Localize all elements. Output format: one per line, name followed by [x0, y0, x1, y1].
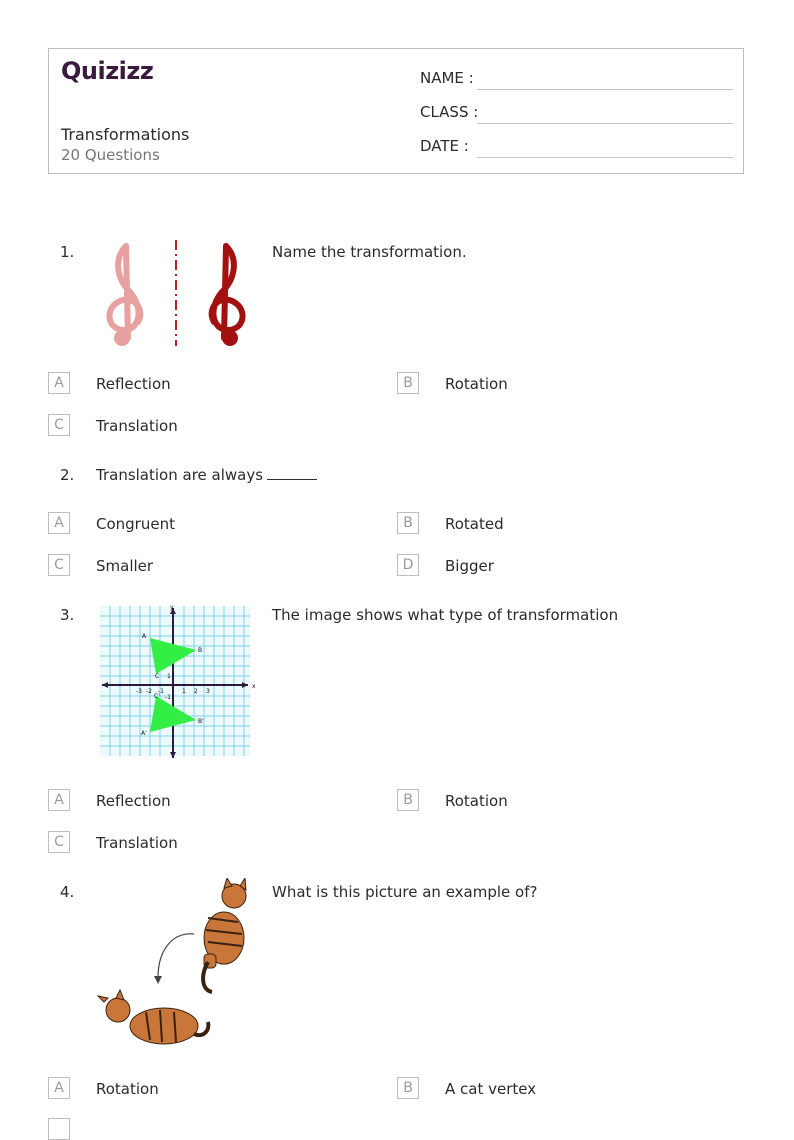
x-tick-label: -1: [158, 688, 164, 695]
q3-option-a-text: Reflection: [96, 792, 171, 810]
q2-option-a-box[interactable]: A: [48, 512, 70, 534]
x-axis-label: x: [252, 683, 256, 690]
worksheet-title: Transformations: [61, 125, 190, 144]
red-clef-icon: [212, 246, 243, 343]
name-label: NAME :: [420, 69, 474, 87]
date-label: DATE :: [420, 137, 469, 155]
quizizz-logo: Quizizz: [61, 57, 154, 85]
q3-option-b-box[interactable]: B: [397, 789, 419, 811]
class-field[interactable]: [477, 123, 733, 124]
point-a-label: A: [142, 633, 147, 640]
point-c1-label: C': [154, 693, 160, 700]
answer-blank: [267, 479, 317, 480]
class-label: CLASS :: [420, 103, 479, 121]
point-b-label: B: [198, 647, 203, 654]
lying-cat-icon: [98, 990, 208, 1044]
coordinate-grid-image: [96, 602, 256, 762]
q2-option-b-text: Rotated: [445, 515, 504, 533]
x-tick-label: -3: [136, 688, 142, 695]
q1-option-c-box[interactable]: C: [48, 414, 70, 436]
point-a1-label: A': [141, 730, 147, 737]
q1-option-b-box[interactable]: B: [397, 372, 419, 394]
name-field[interactable]: [477, 89, 733, 90]
q2-option-c-text: Smaller: [96, 557, 154, 575]
q1-option-a-box[interactable]: A: [48, 372, 70, 394]
y-axis-label: y: [170, 604, 174, 611]
q2-option-a-text: Congruent: [96, 515, 175, 533]
question-count: 20 Questions: [61, 146, 160, 164]
faded-clef-icon: [109, 246, 140, 343]
point-b1-label: B': [198, 718, 204, 725]
q4-option-b-box[interactable]: B: [397, 1077, 419, 1099]
question-4-number: 4.: [60, 883, 75, 901]
point-c-label: C: [155, 673, 160, 680]
q4-option-c-box-cutoff[interactable]: [48, 1118, 70, 1140]
question-4-text: What is this picture an example of?: [272, 883, 538, 901]
question-1-number: 1.: [60, 243, 75, 261]
x-tick-label: 1: [182, 688, 186, 695]
q4-option-b-text: A cat vertex: [445, 1080, 537, 1098]
question-1-text: Name the transformation.: [272, 243, 467, 261]
question-2-label: Translation are always: [96, 466, 264, 484]
x-tick-label: -2: [146, 688, 152, 695]
q1-option-a-text: Reflection: [96, 375, 171, 393]
q4-option-a-box[interactable]: A: [48, 1077, 70, 1099]
q4-option-a-text: Rotation: [96, 1080, 159, 1098]
q2-option-c-box[interactable]: C: [48, 554, 70, 576]
x-tick-label: 2: [194, 688, 198, 695]
q3-option-c-text: Translation: [96, 834, 178, 852]
question-2-number: 2.: [60, 466, 75, 484]
question-3-text: The image shows what type of transformation: [272, 606, 619, 624]
q1-option-c-text: Translation: [96, 417, 178, 435]
q3-option-a-box[interactable]: A: [48, 789, 70, 811]
q3-option-c-box[interactable]: C: [48, 831, 70, 853]
x-tick-label: 3: [206, 688, 210, 695]
q2-option-b-box[interactable]: B: [397, 512, 419, 534]
cat-rotation-image: [96, 878, 258, 1056]
treble-clef-reflection-image: [96, 238, 256, 348]
q2-option-d-text: Bigger: [445, 557, 494, 575]
sitting-cat-icon: [203, 878, 246, 992]
q2-option-d-box[interactable]: D: [397, 554, 419, 576]
q1-option-b-text: Rotation: [445, 375, 508, 393]
question-2-text: [96, 466, 317, 484]
worksheet-header: [48, 48, 744, 174]
question-3-number: 3.: [60, 606, 75, 624]
y-tick-label: -1: [165, 694, 171, 701]
date-field[interactable]: [477, 157, 733, 158]
q3-option-b-text: Rotation: [445, 792, 508, 810]
y-tick-label: 1: [167, 673, 171, 680]
